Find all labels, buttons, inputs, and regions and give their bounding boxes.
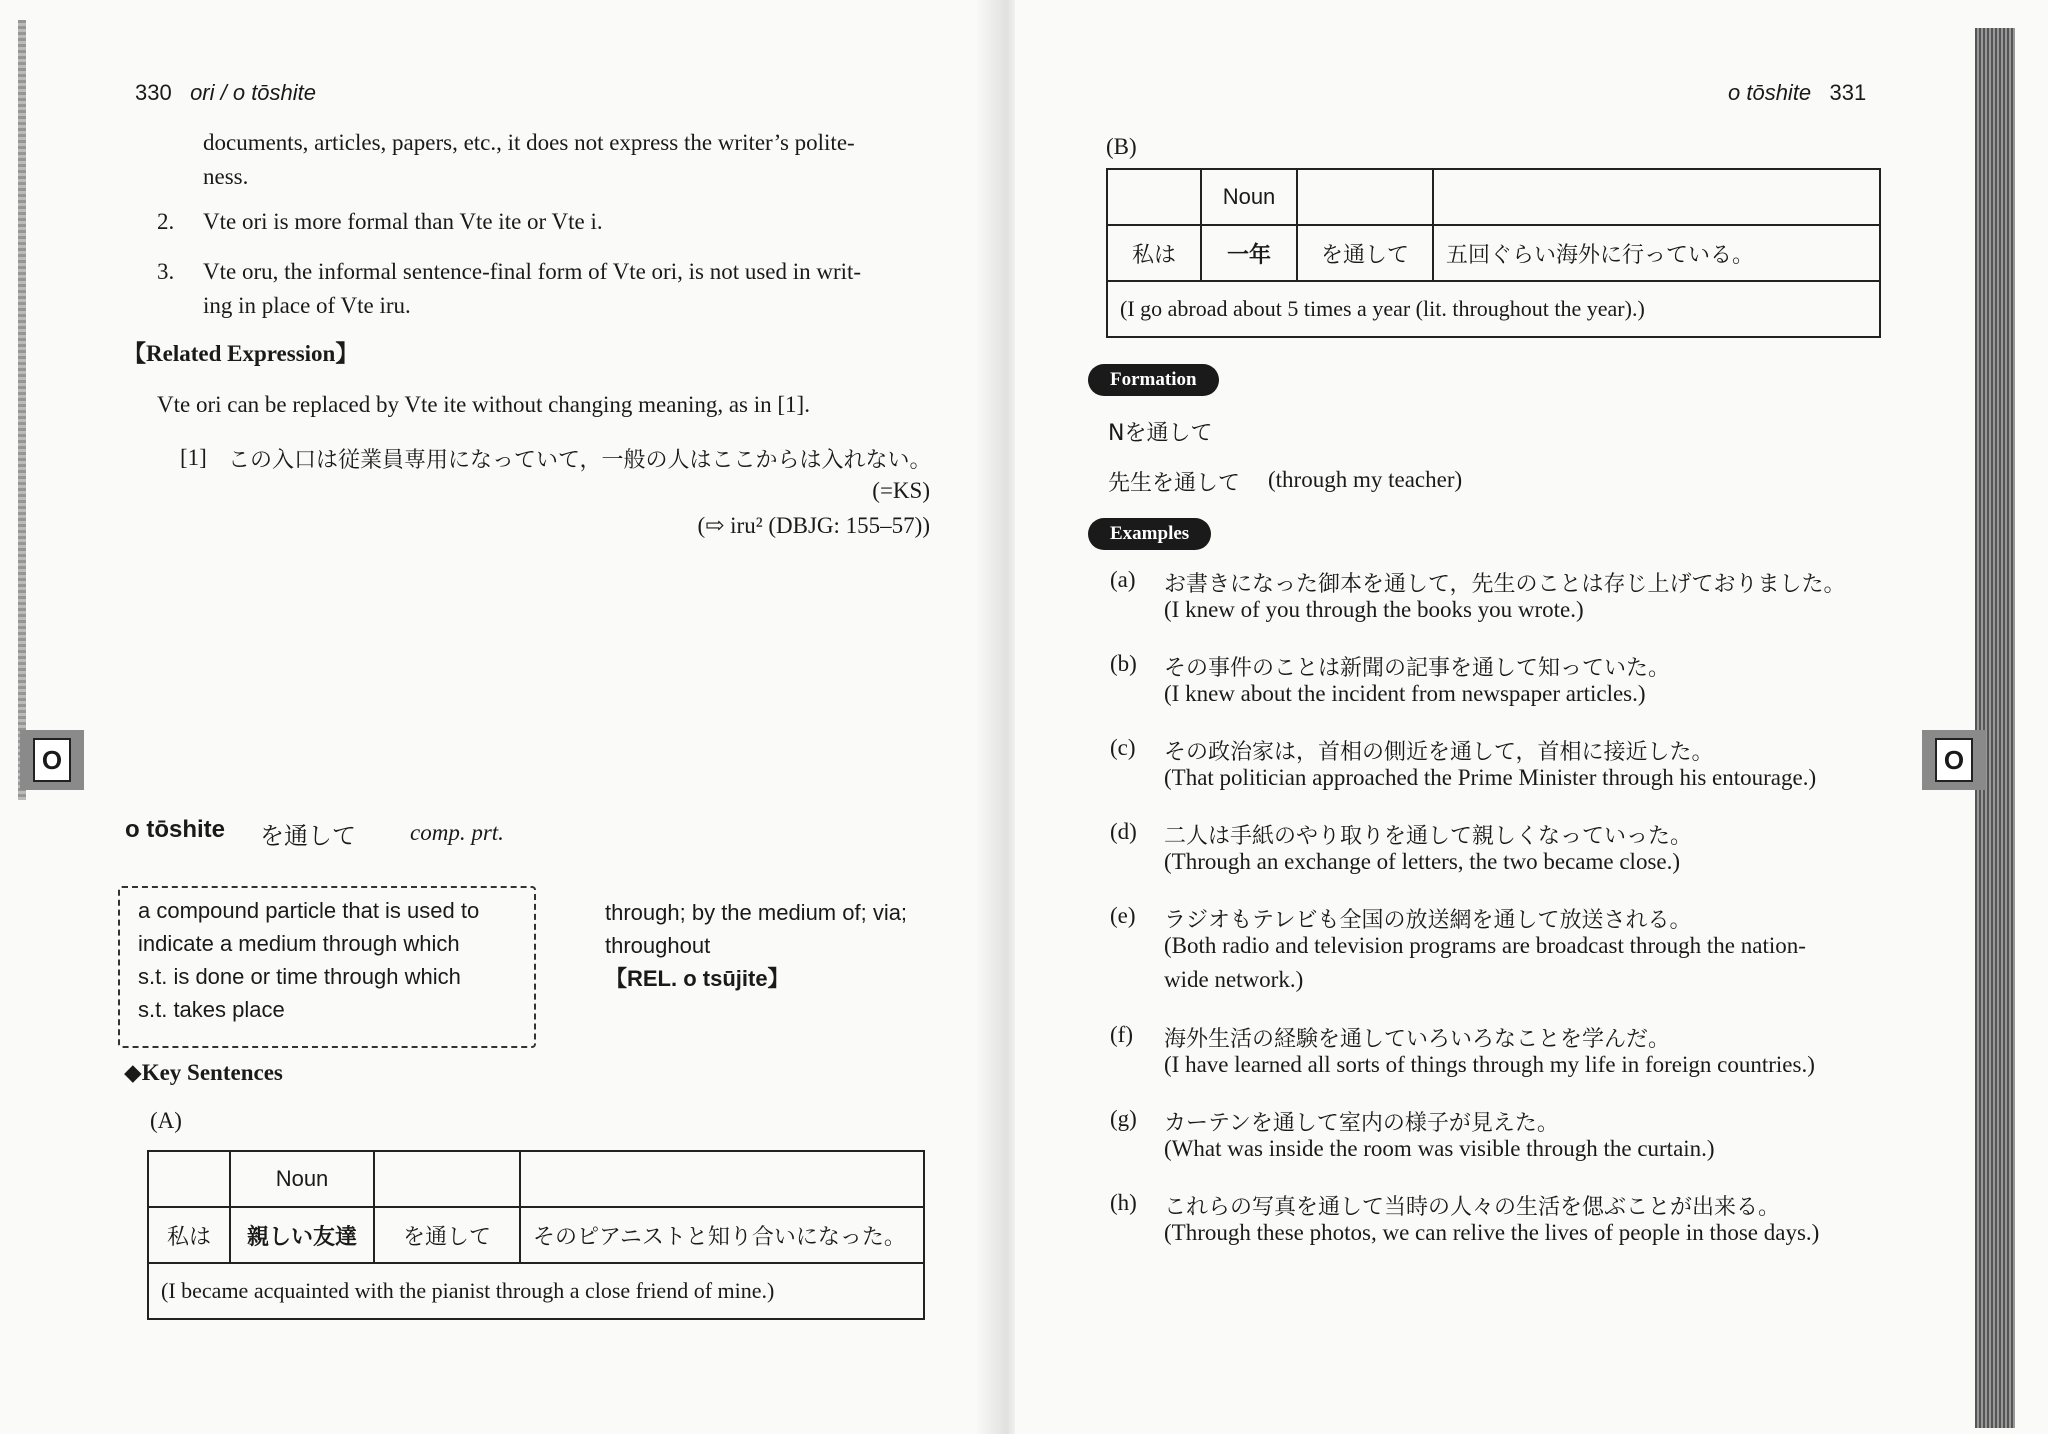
example-japanese: 二人は手紙のやり取りを通して親しくなっていった。 — [1164, 824, 1693, 849]
table-cell-subject: 私は — [1107, 225, 1201, 281]
related-expression-heading: 【Related Expression】 — [123, 341, 359, 366]
example-japanese: 海外生活の経験を通していろいろなことを学んだ。 — [1164, 1027, 1671, 1052]
example-english: (What was inside the room was visible through the curtain.) — [1164, 1136, 1715, 1161]
table-cell-empty — [148, 1151, 230, 1207]
thumb-index-tab-right — [1922, 730, 1986, 790]
thumb-index-tab-left — [20, 730, 84, 790]
intro-line: ness. — [203, 164, 249, 189]
table-cell-empty — [374, 1151, 520, 1207]
related-reference: 【REL. o tsūjite】 — [605, 966, 790, 991]
example-japanese: お書きになった御本を通して，先生のことは存じ上げておりました。 — [1164, 572, 1846, 597]
example-label: (e) — [1110, 903, 1136, 928]
table-cell-particle: を通して — [374, 1207, 520, 1263]
note-number: 3. — [157, 259, 175, 284]
note-number: 2. — [157, 209, 175, 234]
note-text — [203, 255, 861, 323]
definition-line: indicate a medium through which — [138, 931, 460, 956]
thumb-index-letter: O — [1935, 738, 1973, 782]
table-header-noun: Noun — [1201, 169, 1297, 225]
note-line: ing in place of Vte iru. — [203, 293, 411, 318]
example-japanese: その政治家は，首相の側近を通して，首相に接近した。 — [1164, 740, 1714, 765]
gloss-line: throughout — [605, 933, 711, 958]
example-english: (Both radio and television programs are broadcast through the nation- — [1164, 933, 1806, 958]
key-sentences-heading: ◆Key Sentences — [124, 1060, 283, 1085]
example-label: [1] — [180, 445, 207, 470]
example-english: (I have learned all sorts of things through my life in foreign countries.) — [1164, 1052, 1815, 1077]
note-text: Vte ori is more formal than Vte ite or Vte i. — [203, 209, 603, 234]
example-english: (I knew about the incident from newspaper articles.) — [1164, 681, 1646, 706]
right-running-head — [1728, 80, 1866, 106]
example-label: (g) — [1110, 1106, 1137, 1131]
part-of-speech: comp. prt. — [410, 820, 504, 845]
left-page-number: 330 — [135, 80, 172, 105]
note-line: Vte oru, the informal sentence-final form of Vte ori, is not used in writ- — [203, 259, 862, 284]
formation-badge: Formation — [1088, 364, 1219, 396]
example-label: (c) — [1110, 735, 1136, 760]
formation-example-japanese: 先生を通して — [1108, 471, 1241, 496]
related-expression-text: Vte ori can be replaced by Vte ite without changing meaning, as in [1]. — [157, 392, 810, 417]
table-a-label: (A) — [150, 1108, 182, 1133]
example-japanese: これらの写真を通して当時の人々の生活を偲ぶことが出来る。 — [1164, 1195, 1781, 1220]
entry-headword: o tōshite — [125, 816, 225, 843]
example-english: (Through an exchange of letters, the two became close.) — [1164, 849, 1681, 874]
thumb-index-letter: O — [33, 738, 71, 782]
english-gloss — [605, 896, 907, 995]
gloss-line: through; by the medium of; via; — [605, 900, 908, 925]
example-label: (d) — [1110, 819, 1137, 844]
intro-line: documents, articles, papers, etc., it does not express the writer’s polite- — [203, 130, 855, 155]
example-label: (h) — [1110, 1190, 1137, 1215]
table-cell-empty — [520, 1151, 924, 1207]
example-english: (I knew of you through the books you wrote.) — [1164, 597, 1584, 622]
table-cell-predicate: 五回ぐらい海外に行っている。 — [1433, 225, 1880, 281]
example-japanese: カーテンを通して室内の様子が見えた。 — [1164, 1111, 1559, 1136]
table-cell-empty — [1107, 169, 1201, 225]
table-cell-noun: 親しい友達 — [230, 1207, 374, 1263]
definition-line: s.t. is done or time through which — [138, 964, 461, 989]
example-english: wide network.) — [1164, 967, 1304, 992]
table-cell-subject: 私は — [148, 1207, 230, 1263]
table-cell-empty — [1297, 169, 1433, 225]
example-label: (f) — [1110, 1022, 1133, 1047]
example-japanese: この入口は従業員専用になっていて，一般の人はここからは入れない。 — [228, 448, 932, 473]
examples-badge: Examples — [1088, 518, 1211, 550]
left-running-title: ori / o tōshite — [190, 80, 317, 105]
key-sentence-table-a — [147, 1150, 925, 1320]
example-english: (That politician approached the Prime Minister through his entourage.) — [1164, 765, 1817, 790]
definition-line: a compound particle that is used to — [138, 898, 480, 923]
table-b-label: (B) — [1106, 134, 1137, 159]
example-japanese: その事件のことは新聞の記事を通して知っていた。 — [1164, 656, 1671, 681]
book-gutter — [975, 0, 1015, 1434]
table-cell-particle: を通して — [1297, 225, 1433, 281]
intro-paragraph — [203, 126, 855, 194]
key-sentence-table-b — [1106, 168, 1881, 338]
formation-example-english: (through my teacher) — [1268, 467, 1463, 492]
definition-line: s.t. takes place — [138, 997, 285, 1022]
entry-headword-japanese: を通して — [260, 822, 356, 850]
table-header-noun: Noun — [230, 1151, 374, 1207]
table-translation: (I became acquainted with the pianist through a close friend of mine.) — [148, 1263, 924, 1319]
formation-pattern: Nを通して — [1108, 421, 1213, 446]
example-english: (Through these photos, we can relive the lives of people in those days.) — [1164, 1220, 1820, 1245]
definition-box — [118, 886, 536, 1048]
table-cell-noun: 一年 — [1201, 225, 1297, 281]
page-edge-right — [1975, 28, 2015, 1428]
example-source-note: (=KS) — [872, 478, 930, 503]
example-label: (a) — [1110, 567, 1136, 592]
right-running-title: o tōshite — [1728, 80, 1812, 105]
right-page-number: 331 — [1829, 80, 1867, 105]
table-translation: (I go abroad about 5 times a year (lit. throughout the year).) — [1107, 281, 1880, 337]
example-japanese: ラジオもテレビも全国の放送網を通して放送される。 — [1164, 908, 1692, 933]
table-cell-empty — [1433, 169, 1880, 225]
table-cell-predicate: そのピアニストと知り合いになった。 — [520, 1207, 924, 1263]
example-label: (b) — [1110, 651, 1137, 676]
page-edge-left — [18, 20, 26, 800]
cross-reference: (⇨ iru² (DBJG: 155–57)) — [697, 513, 930, 538]
left-running-head — [135, 80, 316, 106]
